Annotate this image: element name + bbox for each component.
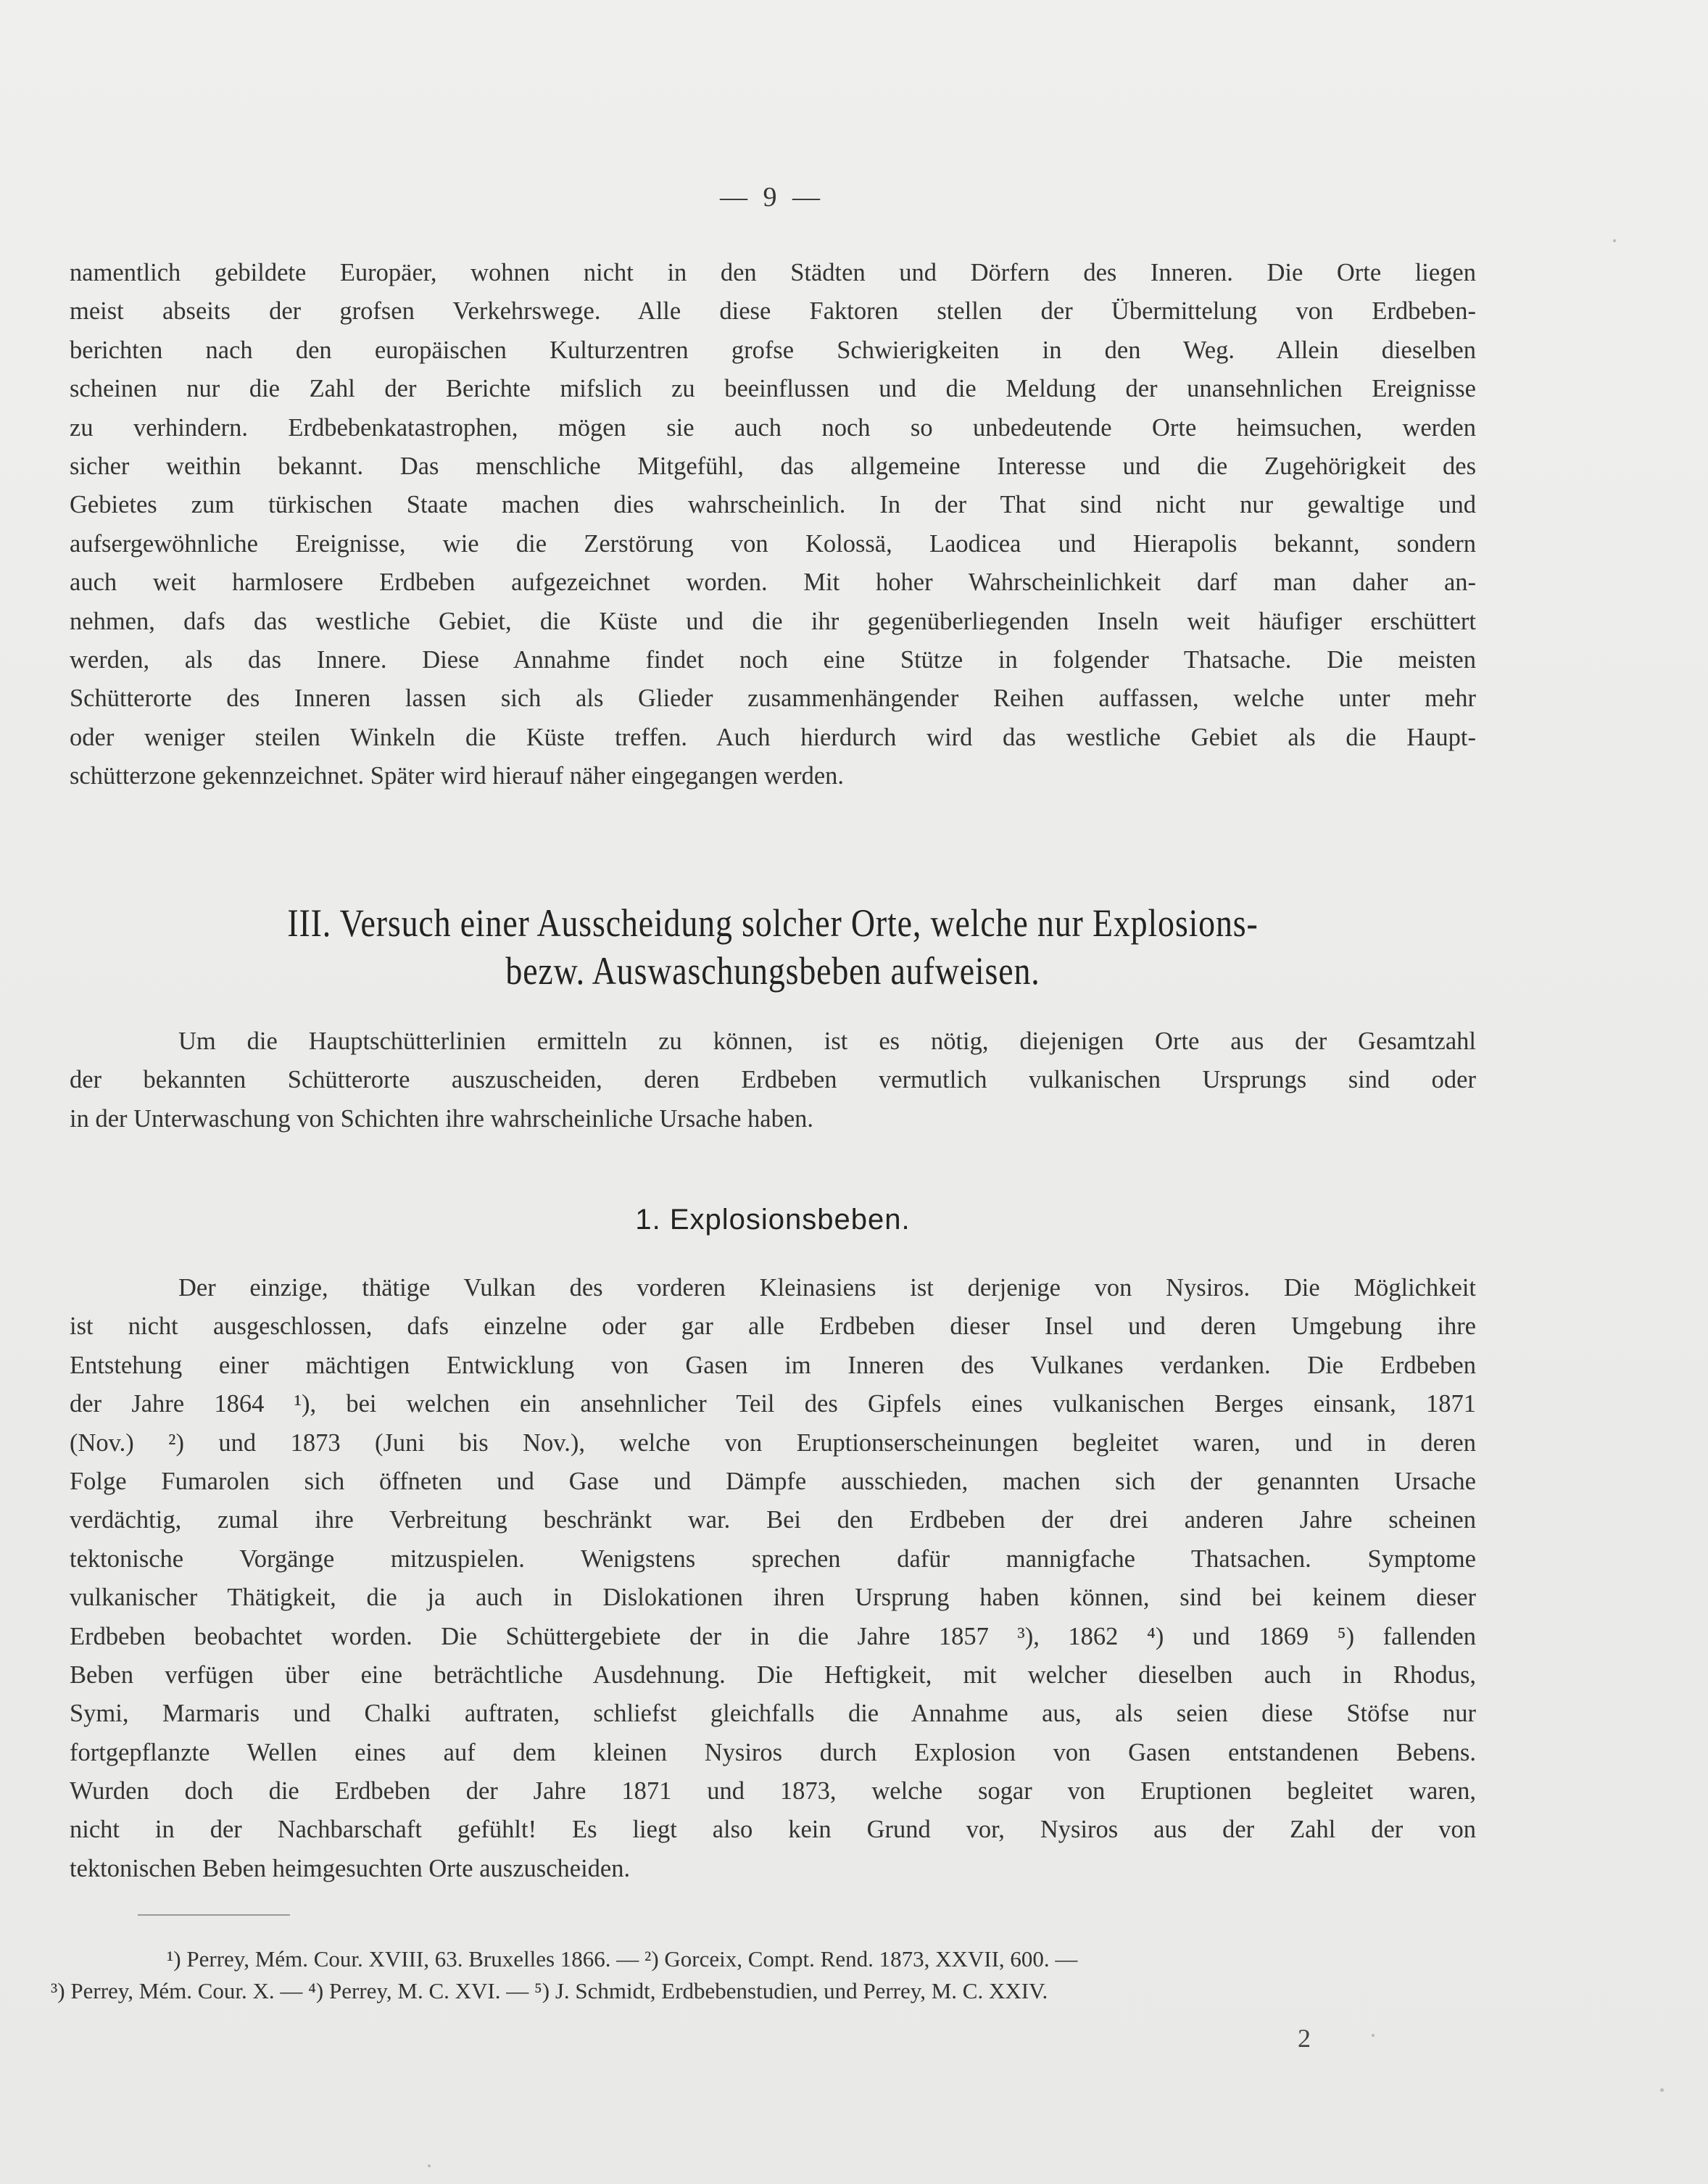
text-line: meist abseits der grofsen Verkehrswege. Alle diese Faktoren stellen der Übermittelung von Erdbeben- [70,297,1476,326]
text-line: Wurden doch die Erdbeben der Jahre 1871 und 1873, welche sogar von Eruptionen begleitet waren, [70,1777,1476,1805]
text-line: Beben verfügen über eine beträchtliche Ausdehnung. Die Heftigkeit, mit welcher dieselben auch in Rhodus, [70,1660,1476,1689]
text-line: Schütterorte des Inneren lassen sich als Glieder zusammenhängender Reihen auffassen, welche unter mehr [70,684,1476,713]
text-line: namentlich gebildete Europäer, wohnen nicht in den Städten und Dörfern des Inneren. Die Orte liegen [70,259,1476,286]
footnote-divider [138,1914,290,1916]
page-number: — 9 — [720,182,824,212]
subsection-title: 1. Explosionsbeben. [635,1204,911,1236]
text-line: oder weniger steilen Winkeln die Küste treffen. Auch hierdurch wird das westliche Gebiet als die Haupt- [70,723,1476,751]
paragraph-1 [70,254,1476,795]
signature-mark: 2 [1298,2024,1311,2053]
text-line: scheinen nur die Zahl der Berichte mifslich zu beeinflussen und die Meldung der unansehnlichen Ereignisse [70,375,1476,403]
text-line: Folge Fumarolen sich öffneten und Gase und Dämpfe ausschieden, machen sich der genannten Ursache [70,1467,1476,1495]
text-line: der Jahre 1864 ¹), bei welchen ein ansehnlicher Teil des Gipfels eines vulkanischen Berges einsank, 1871 [70,1390,1476,1418]
section-title-line: III. Versuch einer Ausscheidung solcher Orte, welche nur Explosions- [287,901,1259,945]
text-line: werden, als das Innere. Diese Annahme findet noch eine Stütze in folgender Thatsache. Die meisten [70,645,1476,674]
text-line: tektonischen Beben heimgesuchten Orte auszuscheiden. [70,1854,631,1882]
text-line: Entstehung einer mächtigen Entwicklung von Gasen im Inneren des Vulkanes verdanken. Die Erdbeben [70,1351,1476,1379]
text-line: auch weit harmlosere Erdbeben aufgezeichnet worden. Mit hoher Wahrscheinlichkeit darf man daher an- [70,568,1476,597]
text-line: verdächtig, zumal ihre Verbreitung beschränkt war. Bei den Erdbeben der drei anderen Jahre scheinen [70,1506,1476,1534]
paper-speck [428,2164,431,2167]
paper-speck [1613,239,1616,242]
text-line: aufsergewöhnliche Ereignisse, wie die Zerstörung von Kolossä, Laodicea und Hierapolis bekannt, sondern [70,529,1476,558]
footnotes [51,1943,1428,2007]
section-title-line: bezw. Auswaschungsbeben aufweisen. [505,949,1040,993]
text-line: vulkanischer Thätigkeit, die ja auch in Dislokationen ihren Ursprung haben können, sind bei keinem dieser [70,1584,1476,1612]
footnote-line: ³) Perrey, Mém. Cour. X. — ⁴) Perrey, M. C. XVI. — ⁵) J. Schmidt, Erdbebenstudien, und Perrey, M. C. XXIV. [51,1978,1048,2003]
text-line: Der einzige, thätige Vulkan des vorderen Kleinasiens ist derjenige von Nysiros. Die Möglichkeit [178,1274,1476,1302]
text-line: (Nov.) ²) und 1873 (Juni bis Nov.), welche von Eruptionserscheinungen begleitet waren, und in deren [70,1428,1476,1457]
text-line: ist nicht ausgeschlossen, dafs einzelne oder gar alle Erdbeben dieser Insel und deren Umgebung ihre [70,1312,1476,1341]
text-line: der bekannten Schütterorte auszuscheiden, deren Erdbeben vermutlich vulkanischen Ursprungs sind oder [70,1066,1476,1094]
text-line: tektonische Vorgänge mitzuspielen. Wenigstens sprechen dafür mannigfache Thatsachen. Symptome [70,1544,1476,1573]
paper-speck [1660,2088,1664,2092]
text-line: zu verhindern. Erdbebenkatastrophen, mögen sie auch noch so unbedeutende Orte heimsuchen, werden [70,413,1476,442]
text-line: Erdbeben beobachtet worden. Die Schüttergebiete der in die Jahre 1857 ³), 1862 ⁴) und 1869 ⁵) fallenden [70,1622,1476,1650]
paper-speck [1372,2034,1375,2037]
section-title [175,899,1371,995]
text-line: in der Unterwaschung von Schichten ihre wahrscheinliche Ursache haben. [70,1104,814,1133]
text-line: nehmen, dafs das westliche Gebiet, die Küste und die ihr gegenüberliegenden Inseln weit häufiger erschüttert [70,607,1476,635]
paragraph-3 [70,1269,1476,1888]
text-line: sicher weithin bekannt. Das menschliche Mitgefühl, das allgemeine Interesse und die Zugehörigkeit des [70,452,1476,480]
text-line: Gebietes zum türkischen Staate machen dies wahrscheinlich. In der That sind nicht nur gewaltige und [70,491,1476,519]
text-line: Um die Hauptschütterlinien ermitteln zu können, ist es nötig, diejenigen Orte aus der Gesamtzahl [178,1027,1476,1055]
text-line: Symi, Marmaris und Chalki auftraten, schliefst gleichfalls die Annahme aus, als seien diese Stöfse nur [70,1700,1476,1728]
text-line: fortgepflanzte Wellen eines auf dem kleinen Nysiros durch Explosion von Gasen entstandenen Bebens. [70,1738,1476,1766]
paragraph-2 [70,1022,1476,1138]
text-line: nicht in der Nachbarschaft gefühlt! Es liegt also kein Grund vor, Nysiros aus der Zahl der von [70,1816,1476,1844]
footnote-line: ¹) Perrey, Mém. Cour. XVIII, 63. Bruxelles 1866. — ²) Gorceix, Compt. Rend. 1873, XXVII, 600. — [167,1946,1078,1972]
text-line: berichten nach den europäischen Kulturzentren grofse Schwierigkeiten in den Weg. Allein dieselben [70,336,1476,364]
text-line: schütterzone gekennzeichnet. Später wird hierauf näher eingegangen werden. [70,762,845,790]
